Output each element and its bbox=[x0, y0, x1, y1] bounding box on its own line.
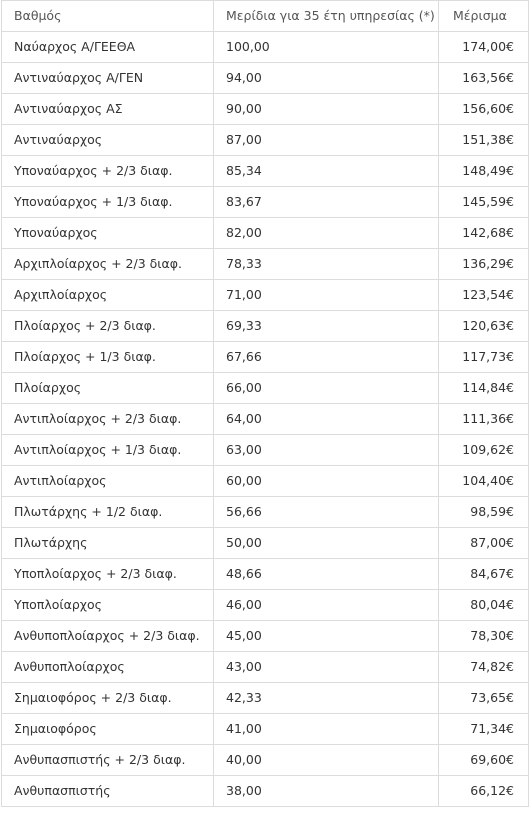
grade-cell: Υποπλοίαρχος + 2/3 διαφ. bbox=[2, 559, 214, 590]
amount-cell: 136,29€ bbox=[439, 249, 529, 280]
table-row bbox=[2, 311, 529, 342]
grade-cell: Ανθυπασπιστής + 2/3 διαφ. bbox=[2, 745, 214, 776]
amount-cell: 109,62€ bbox=[439, 435, 529, 466]
table-row bbox=[2, 435, 529, 466]
grade-cell: Ανθυποπλοίαρχος + 2/3 διαφ. bbox=[2, 621, 214, 652]
amount-cell: 78,30€ bbox=[439, 621, 529, 652]
grade-cell: Πλοίαρχος bbox=[2, 373, 214, 404]
amount-cell: 66,12€ bbox=[439, 776, 529, 807]
table-row bbox=[2, 621, 529, 652]
share-cell: 41,00 bbox=[214, 714, 439, 745]
table-row bbox=[2, 652, 529, 683]
amount-cell: 163,56€ bbox=[439, 63, 529, 94]
table-row bbox=[2, 63, 529, 94]
amount-cell: 71,34€ bbox=[439, 714, 529, 745]
header-row bbox=[2, 1, 529, 32]
share-cell: 82,00 bbox=[214, 218, 439, 249]
amount-cell: 73,65€ bbox=[439, 683, 529, 714]
share-cell: 87,00 bbox=[214, 125, 439, 156]
grade-cell: Πλωτάρχης bbox=[2, 528, 214, 559]
grade-cell: Αντιναύαρχος Α/ΓΕΝ bbox=[2, 63, 214, 94]
grade-cell: Πλοίαρχος + 1/3 διαφ. bbox=[2, 342, 214, 373]
grade-cell: Ανθυπασπιστής bbox=[2, 776, 214, 807]
amount-cell: 151,38€ bbox=[439, 125, 529, 156]
table-header bbox=[2, 1, 529, 32]
share-cell: 43,00 bbox=[214, 652, 439, 683]
table-row bbox=[2, 466, 529, 497]
grade-cell: Αντιπλοίαρχος + 1/3 διαφ. bbox=[2, 435, 214, 466]
table-row bbox=[2, 714, 529, 745]
table-row bbox=[2, 776, 529, 807]
grade-cell: Υποπλοίαρχος bbox=[2, 590, 214, 621]
table-body bbox=[2, 32, 529, 807]
grade-cell: Αντιπλοίαρχος bbox=[2, 466, 214, 497]
share-cell: 100,00 bbox=[214, 32, 439, 63]
share-cell: 56,66 bbox=[214, 497, 439, 528]
table-row bbox=[2, 94, 529, 125]
grade-cell: Αρχιπλοίαρχος bbox=[2, 280, 214, 311]
grade-cell: Ανθυποπλοίαρχος bbox=[2, 652, 214, 683]
share-cell: 64,00 bbox=[214, 404, 439, 435]
grade-cell: Αντιναύαρχος bbox=[2, 125, 214, 156]
table-row bbox=[2, 683, 529, 714]
share-cell: 71,00 bbox=[214, 280, 439, 311]
table-row bbox=[2, 218, 529, 249]
amount-cell: 80,04€ bbox=[439, 590, 529, 621]
header-share: Μερίδια για 35 έτη υπηρεσίας (*) bbox=[214, 1, 439, 32]
table-row bbox=[2, 590, 529, 621]
share-cell: 40,00 bbox=[214, 745, 439, 776]
table-row bbox=[2, 528, 529, 559]
grade-cell: Υποναύαρχος + 1/3 διαφ. bbox=[2, 187, 214, 218]
table-row bbox=[2, 280, 529, 311]
amount-cell: 117,73€ bbox=[439, 342, 529, 373]
table-row bbox=[2, 187, 529, 218]
share-cell: 83,67 bbox=[214, 187, 439, 218]
grade-cell: Αντιναύαρχος ΑΣ bbox=[2, 94, 214, 125]
table-row bbox=[2, 125, 529, 156]
amount-cell: 142,68€ bbox=[439, 218, 529, 249]
header-amount: Μέρισμα bbox=[439, 1, 529, 32]
grade-cell: Υποναύαρχος bbox=[2, 218, 214, 249]
table-row bbox=[2, 373, 529, 404]
grade-cell: Πλοίαρχος + 2/3 διαφ. bbox=[2, 311, 214, 342]
grade-cell: Υποναύαρχος + 2/3 διαφ. bbox=[2, 156, 214, 187]
share-cell: 85,34 bbox=[214, 156, 439, 187]
amount-cell: 123,54€ bbox=[439, 280, 529, 311]
table-row bbox=[2, 32, 529, 63]
amount-cell: 104,40€ bbox=[439, 466, 529, 497]
grade-cell: Αρχιπλοίαρχος + 2/3 διαφ. bbox=[2, 249, 214, 280]
share-cell: 78,33 bbox=[214, 249, 439, 280]
amount-cell: 84,67€ bbox=[439, 559, 529, 590]
share-cell: 42,33 bbox=[214, 683, 439, 714]
amount-cell: 74,82€ bbox=[439, 652, 529, 683]
table-row bbox=[2, 559, 529, 590]
grade-cell: Πλωτάρχης + 1/2 διαφ. bbox=[2, 497, 214, 528]
table-row bbox=[2, 745, 529, 776]
amount-cell: 87,00€ bbox=[439, 528, 529, 559]
share-cell: 48,66 bbox=[214, 559, 439, 590]
grade-cell: Ναύαρχος Α/ΓΕΕΘΑ bbox=[2, 32, 214, 63]
amount-cell: 148,49€ bbox=[439, 156, 529, 187]
share-cell: 66,00 bbox=[214, 373, 439, 404]
table-row bbox=[2, 497, 529, 528]
grade-cell: Αντιπλοίαρχος + 2/3 διαφ. bbox=[2, 404, 214, 435]
share-cell: 69,33 bbox=[214, 311, 439, 342]
share-cell: 50,00 bbox=[214, 528, 439, 559]
amount-cell: 156,60€ bbox=[439, 94, 529, 125]
amount-cell: 120,63€ bbox=[439, 311, 529, 342]
share-cell: 94,00 bbox=[214, 63, 439, 94]
share-cell: 63,00 bbox=[214, 435, 439, 466]
amount-cell: 98,59€ bbox=[439, 497, 529, 528]
amount-cell: 174,00€ bbox=[439, 32, 529, 63]
table-row bbox=[2, 249, 529, 280]
share-cell: 67,66 bbox=[214, 342, 439, 373]
grade-cell: Σημαιοφόρος + 2/3 διαφ. bbox=[2, 683, 214, 714]
grade-cell: Σημαιοφόρος bbox=[2, 714, 214, 745]
share-cell: 46,00 bbox=[214, 590, 439, 621]
share-cell: 38,00 bbox=[214, 776, 439, 807]
share-cell: 60,00 bbox=[214, 466, 439, 497]
amount-cell: 145,59€ bbox=[439, 187, 529, 218]
share-cell: 90,00 bbox=[214, 94, 439, 125]
amount-cell: 111,36€ bbox=[439, 404, 529, 435]
amount-cell: 69,60€ bbox=[439, 745, 529, 776]
table-row bbox=[2, 156, 529, 187]
dividend-table bbox=[1, 0, 529, 807]
table-row bbox=[2, 404, 529, 435]
share-cell: 45,00 bbox=[214, 621, 439, 652]
amount-cell: 114,84€ bbox=[439, 373, 529, 404]
table-row bbox=[2, 342, 529, 373]
header-grade: Βαθμός bbox=[2, 1, 214, 32]
